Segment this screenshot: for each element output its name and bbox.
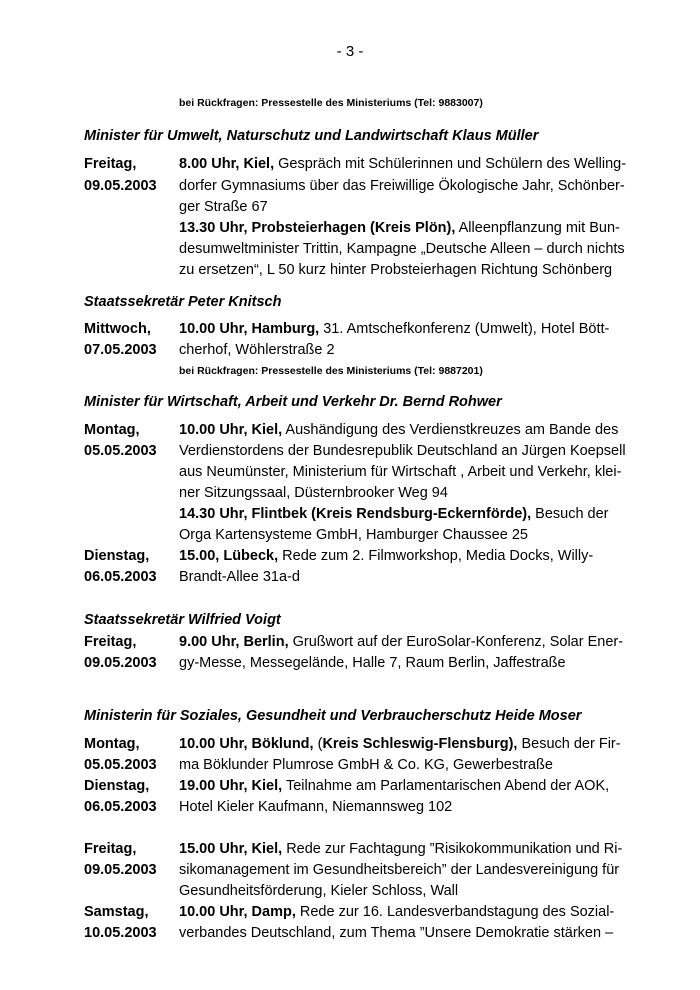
entry-line: 10.00 Uhr, Hamburg, 31. Amtschefkonferenz (Umwelt), Hotel Bött- <box>179 321 610 337</box>
section-heading-wirtschaft: Minister für Wirtschaft, Arbeit und Verkehr Dr. Bernd Rohwer <box>84 394 502 410</box>
entry-date: 05.05.2003 <box>84 443 157 459</box>
page-number: - 3 - <box>336 43 364 60</box>
entry-line: ger Straße 67 <box>179 199 268 215</box>
entry-day: Montag, <box>84 736 140 752</box>
entry-date: 09.05.2003 <box>84 862 157 878</box>
entry-line: cherhof, Wöhlerstraße 2 <box>179 342 335 358</box>
entry-day: Dienstag, <box>84 548 150 564</box>
entry-line: 10.00 Uhr, Damp, Rede zur 16. Landesverbandstagung des Sozial- <box>179 904 615 920</box>
entry-date: 06.05.2003 <box>84 799 157 815</box>
entry-day: Dienstag, <box>84 778 150 794</box>
entry-date: 10.05.2003 <box>84 925 157 941</box>
entry-line: dorfer Gymnasiums über das Freiwillige Ökologische Jahr, Schönber- <box>179 178 625 194</box>
section-heading-voigt: Staatssekretär Wilfried Voigt <box>84 612 281 628</box>
entry-line: 15.00 Uhr, Kiel, Rede zur Fachtagung ”Risikokommunikation und Ri- <box>179 841 623 857</box>
entry-line: gy-Messe, Messegelände, Halle 7, Raum Berlin, Jaffestraße <box>179 655 566 671</box>
entry-day: Freitag, <box>84 841 137 857</box>
entry-line: 10.00 Uhr, Kiel, Aushändigung des Verdienstkreuzes am Bande des <box>179 422 619 438</box>
entry-line: 15.00, Lübeck, Rede zum 2. Filmworkshop, Media Docks, Willy- <box>179 548 594 564</box>
entry-line: verbandes Deutschland, zum Thema ”Unsere Demokratie stärken – <box>179 925 614 941</box>
entry-line: 8.00 Uhr, Kiel, Gespräch mit Schülerinnen und Schülern des Welling- <box>179 156 627 172</box>
entry-line: Orga Kartensysteme GmbH, Hamburger Chaussee 25 <box>179 527 528 543</box>
entry-line: 9.00 Uhr, Berlin, Grußwort auf der EuroSolar-Konferenz, Solar Ener- <box>179 634 624 650</box>
entry-line: Verdienstordens der Bundesrepublik Deutschland an Jürgen Koepsell <box>179 443 626 459</box>
entry-day: Montag, <box>84 422 140 438</box>
entry-date: 09.05.2003 <box>84 655 157 671</box>
entry-line: zu ersetzen“, L 50 kurz hinter Probsteierhagen Richtung Schönberg <box>179 262 613 278</box>
entry-day: Mittwoch, <box>84 321 151 337</box>
section-heading-soziales: Ministerin für Soziales, Gesundheit und Verbraucherschutz Heide Moser <box>84 708 582 724</box>
entry-day: Freitag, <box>84 156 137 172</box>
entry-date: 05.05.2003 <box>84 757 157 773</box>
entry-line: 10.00 Uhr, Böklund, (Kreis Schleswig-Flensburg), Besuch der Fir- <box>179 736 621 752</box>
press-contact-note: bei Rückfragen: Pressestelle des Ministeriums (Tel: 9887201) <box>179 365 483 377</box>
entry-line: ner Sitzungssaal, Düsternbrooker Weg 94 <box>179 485 448 501</box>
press-contact-note: bei Rückfragen: Pressestelle des Ministeriums (Tel: 9883007) <box>179 97 483 109</box>
entry-line: Gesundheitsförderung, Kieler Schloss, Wall <box>179 883 459 899</box>
entry-line: 14.30 Uhr, Flintbek (Kreis Rendsburg-Eckernförde), Besuch der <box>179 506 609 522</box>
entry-line: Brandt-Allee 31a-d <box>179 569 300 585</box>
entry-day: Samstag, <box>84 904 149 920</box>
section-heading-knitsch: Staatssekretär Peter Knitsch <box>84 294 282 310</box>
entry-date: 07.05.2003 <box>84 342 157 358</box>
entry-line: Hotel Kieler Kaufmann, Niemannsweg 102 <box>179 799 453 815</box>
entry-line: 13.30 Uhr, Probsteierhagen (Kreis Plön), Alleenpflanzung mit Bun- <box>179 220 620 236</box>
entry-line: aus Neumünster, Ministerium für Wirtschaft , Arbeit und Verkehr, klei- <box>179 464 622 480</box>
entry-day: Freitag, <box>84 634 137 650</box>
entry-line: desumweltminister Trittin, Kampagne „Deutsche Alleen – durch nichts <box>179 241 625 257</box>
entry-line: sikomanagement im Gesundheitsbereich” der Landesvereinigung für <box>179 862 620 878</box>
entry-line: 19.00 Uhr, Kiel, Teilnahme am Parlamentarischen Abend der AOK, <box>179 778 610 794</box>
entry-line: ma Böklunder Plumrose GmbH & Co. KG, Gewerbestraße <box>179 757 553 773</box>
section-heading-umwelt: Minister für Umwelt, Naturschutz und Landwirtschaft Klaus Müller <box>84 128 539 144</box>
entry-date: 06.05.2003 <box>84 569 157 585</box>
entry-date: 09.05.2003 <box>84 178 157 194</box>
